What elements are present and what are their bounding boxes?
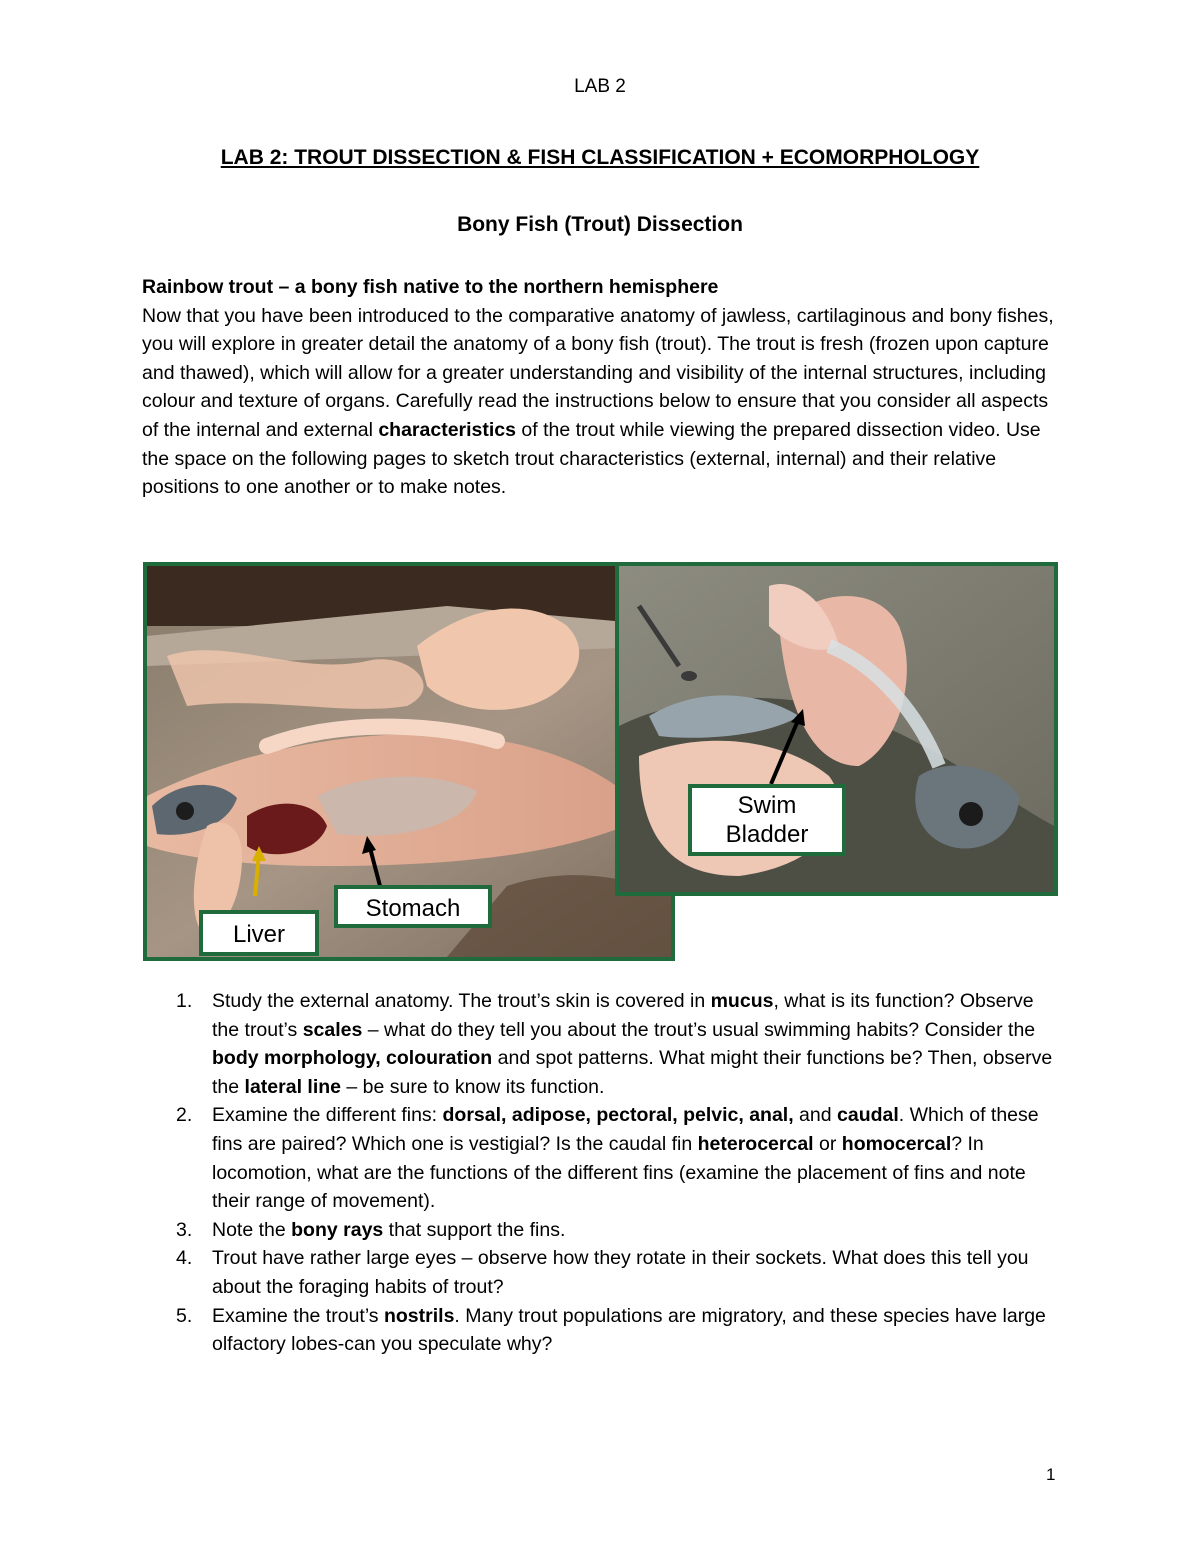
question-item: [160, 987, 1060, 1101]
stomach-label: Stomach: [334, 885, 492, 928]
question-number: 5.: [176, 1304, 193, 1327]
question-bold-term: bony rays: [291, 1218, 384, 1241]
question-number: 2.: [176, 1104, 193, 1127]
question-text: ? In locomotion, what are the functions of the different fins (examine the placement of fins and note their range of movement).: [212, 1132, 1026, 1213]
swim-bladder-label: [688, 784, 846, 856]
question-item: [160, 1244, 1060, 1301]
question-number: 3.: [176, 1218, 193, 1241]
question-bold-term: lateral line: [244, 1075, 341, 1098]
liver-label: Liver: [199, 910, 319, 956]
question-text: that support the fins.: [383, 1218, 566, 1241]
question-bold-term: homocercal: [841, 1132, 952, 1155]
question-bold-term: caudal: [837, 1104, 899, 1127]
intro-text-1: Now that you have been introduced to the comparative anatomy of jawless, cartilaginous and bony fishes, you will explore in greater detail the anatomy of a bony fish (trout). The trout is fresh (frozen upon capture and thawed), which will allow for a greater understanding and visibility of the internal structures, including colour and texture of organs. Carefully read the instructions below to ensure that you consider all aspects of the internal and external: [142, 304, 1054, 441]
swim-bladder-label-line2: Bladder: [725, 820, 809, 848]
intro-paragraph: [142, 273, 1062, 502]
intro-heading: Rainbow trout – a bony fish native to the northern hemisphere: [142, 276, 719, 298]
question-item: [160, 1216, 1060, 1245]
intro-bold-characteristics: characteristics: [378, 418, 516, 441]
question-text: – be sure to know its function.: [341, 1075, 605, 1098]
section-subtitle: Bony Fish (Trout) Dissection: [457, 213, 743, 236]
question-bold-term: dorsal, adipose, pectoral, pelvic, anal,: [442, 1104, 794, 1127]
question-bold-term: nostrils: [383, 1304, 455, 1327]
question-text: , what is its function? Observe the trout’s: [212, 990, 1034, 1041]
running-header: LAB 2: [574, 76, 626, 97]
question-bold-term: body morphology, colouration: [212, 1047, 493, 1070]
question-text: Note the: [212, 1218, 292, 1241]
question-text: – what do they tell you about the trout’s usual swimming habits? Consider the: [362, 1018, 1036, 1041]
question-text: Examine the different fins:: [212, 1104, 443, 1127]
question-bold-term: scales: [302, 1018, 363, 1041]
question-text: Examine the trout’s: [212, 1304, 384, 1327]
question-number: 4.: [176, 1247, 193, 1270]
question-item: [160, 1302, 1060, 1359]
question-text: Trout have rather large eyes – observe how they rotate in their sockets. What does this tell you about the foraging habits of trout?: [212, 1247, 1029, 1298]
question-text: . Many trout populations are migratory, and these species have large olfactory lobes-can you speculate why?: [212, 1304, 1046, 1356]
intro-text-2: of the trout while viewing the prepared dissection video. Use the space on the following pages to sketch trout characteristics (external, internal) and their relative positions to one another or to make notes.: [142, 418, 1041, 499]
question-text: . Which of these fins are paired? Which one is vestigial? Is the caudal fin: [212, 1104, 1039, 1155]
intro-body: [142, 302, 1062, 502]
swim-bladder-label-line1: Swim: [737, 792, 797, 819]
question-text: and spot patterns. What might their functions be? Then, observe the: [212, 1047, 1053, 1098]
question-text: Study the external anatomy. The trout’s skin is covered in: [212, 990, 711, 1012]
question-number: 1.: [176, 990, 193, 1012]
question-item: [160, 1101, 1060, 1215]
question-bold-term: mucus: [710, 990, 774, 1012]
page-number: 1: [1046, 1465, 1056, 1484]
page-title: LAB 2: TROUT DISSECTION & FISH CLASSIFICATION + ECOMORPHOLOGY: [220, 146, 980, 169]
question-list: [160, 987, 1060, 1359]
question-text: or: [813, 1132, 842, 1155]
question-bold-term: heterocercal: [697, 1132, 814, 1155]
question-text: and: [793, 1104, 838, 1127]
